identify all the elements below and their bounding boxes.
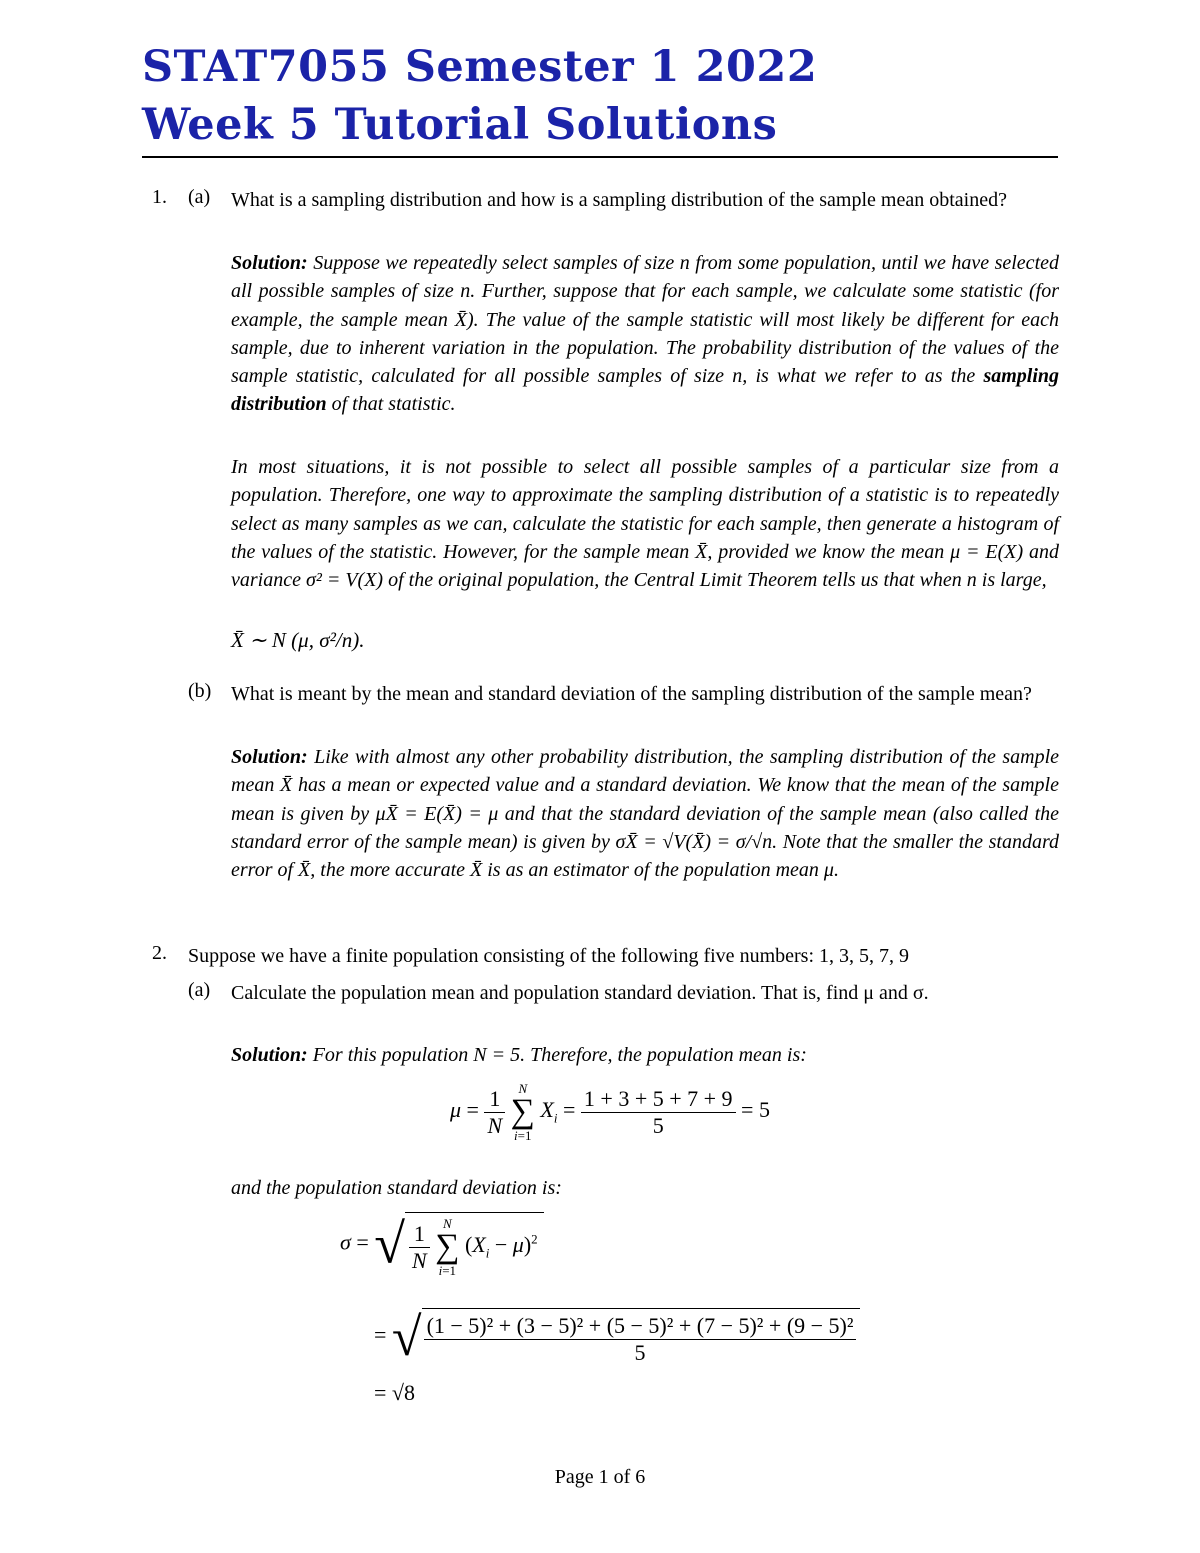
solution-2a-text: For this population N = 5. Therefore, the population mean is: xyxy=(312,1044,807,1066)
title-divider xyxy=(142,156,1058,158)
question-number-2: 2. xyxy=(152,942,167,964)
part-label-1a: (a) xyxy=(188,186,211,208)
question-1a-text: What is a sampling distribution and how is a sampling distribution of the sample mean obtained? xyxy=(231,189,1007,211)
mean-denominator: 5 xyxy=(652,1112,664,1138)
sd-denominator: 5 xyxy=(634,1340,646,1365)
question-2a-text: Calculate the population mean and population standard deviation. That is, find μ and σ. xyxy=(231,982,929,1004)
question-number-1: 1. xyxy=(152,186,167,208)
solution-2a-intro xyxy=(231,1041,1059,1069)
sampling-distribution-term: sampling distribution xyxy=(231,365,1060,416)
mean-result: = 5 xyxy=(741,1097,770,1123)
document-title-line2: Week 5 Tutorial Solutions xyxy=(142,100,778,150)
population-sd-equation-line1: σ = √ $\frac{1}{N}$ N ∑ i=1 $(X_i - \mu)^2$ xyxy=(340,1212,544,1277)
population-sd-equation-line2: = √ $\frac{\text{(1 − 5)² + (3 − 5)² + (5 − 5)² + (7 − 5)² + (9 − 5)²}}{5}$ xyxy=(374,1306,860,1368)
document-title-line1: STAT7055 Semester 1 2022 xyxy=(142,42,818,92)
solution-1a-para1-pre: Suppose we repeatedly select samples of size n from some population, until we have selected all possible samples of size n. Further, suppose that for each sample, we calculate some statistic (for example, the sample mean X̄). The value of the sample statistic will most likely be different for each sample, due to inherent variation in the population. The probability distribution of the values of the sample statistic, calculated for all possible samples of size n, is what we refer to as the xyxy=(231,252,1059,388)
solution-label: Solution: xyxy=(231,746,308,768)
population-mean-equation: μ = $\frac{1}{N}$ N ∑ i=1 $X_i$ = $\frac{1 + 3 + 5 + 7 + 9}{5}$ = 5 xyxy=(450,1081,770,1143)
sd-numerator: (1 − 5)² + (3 − 5)² + (5 − 5)² + (7 − 5)² + (9 − 5)² xyxy=(424,1313,857,1340)
solution-label: Solution: xyxy=(231,1044,308,1066)
sd-intro-text: and the population standard deviation is: xyxy=(231,1177,562,1199)
page-number: Page 1 of 6 xyxy=(554,1466,646,1488)
population-sd-result: = √8 xyxy=(374,1380,415,1405)
solution-1a-para1-post: of that statistic. xyxy=(331,393,456,416)
question-1b-text: What is meant by the mean and standard deviation of the sampling distribution of the sample mean? xyxy=(231,683,1032,705)
clt-formula: X̄ ∼ N (μ, σ²/n). xyxy=(231,628,365,652)
question-2-intro: Suppose we have a finite population consisting of the following five numbers: 1, 3, 5, 7, 9 xyxy=(188,945,909,967)
part-label-2a: (a) xyxy=(188,979,211,1001)
solution-1b-paragraph xyxy=(231,743,1059,884)
solution-1a-paragraph1 xyxy=(231,249,1059,419)
solution-label: Solution: xyxy=(231,252,308,274)
part-label-1b: (b) xyxy=(188,680,212,702)
mean-numerator: 1 + 3 + 5 + 7 + 9 xyxy=(581,1086,736,1113)
solution-1b-text: Like with almost any other probability distribution, the sampling distribution of the sample mean X̄ has a mean or expected value and a standard deviation. We know that the mean of the sample mean is given by μX̄ = E(X̄) = μ and that the standard deviation of the sample mean (also called the standard error of the sample mean) is given by σX̄ = √V(X̄) = σ/√n. Note that the smaller the standard error of X̄, the more accurate X̄ is as an estimator of the population mean μ. xyxy=(231,746,1060,882)
solution-1a-paragraph2: In most situations, it is not possible to select all possible samples of a particular size from a population. Therefore, one way to approximate the sampling distribution of a statistic is to repeatedly select as many samples as we can, calculate the statistic for each sample, then generate a histogram of the values of the statistic. However, for the sample mean X̄, provided we know the mean μ = E(X) and variance σ² = V(X) of the original population, the Central Limit Theorem tells us that when n is large, xyxy=(231,456,1059,592)
